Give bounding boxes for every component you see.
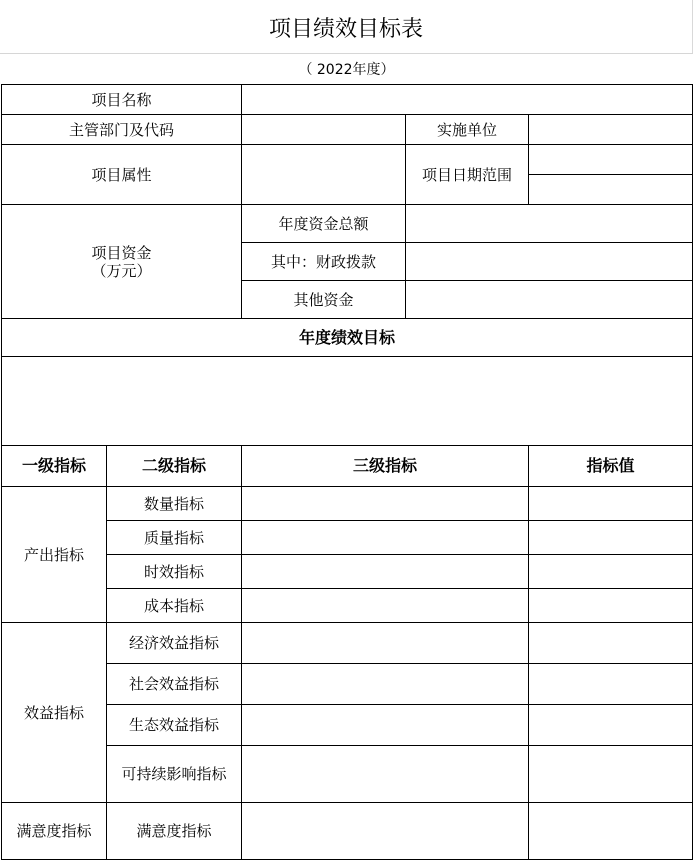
impl-unit-label: 实施单位 — [406, 115, 529, 145]
benefit-item-level3-cell[interactable] — [242, 623, 529, 664]
output-item-value-cell[interactable] — [529, 487, 693, 521]
benefit-item: 经济效益指标 — [107, 623, 242, 664]
header-level1: 一级指标 — [2, 446, 107, 487]
impl-unit-value[interactable] — [529, 115, 693, 145]
benefit-item: 可持续影响指标 — [107, 746, 242, 803]
dept-code-label: 主管部门及代码 — [2, 115, 242, 145]
header-level3: 三级指标 — [242, 446, 529, 487]
annual-goal-header: 年度绩效目标 — [2, 319, 693, 357]
date-range-label: 项目日期范围 — [406, 145, 529, 205]
output-item-value-cell[interactable] — [529, 521, 693, 555]
other-funds-label: 其他资金 — [242, 281, 406, 319]
output-item: 成本指标 — [107, 589, 242, 623]
benefit-item-value-cell[interactable] — [529, 746, 693, 803]
annual-total-label: 年度资金总额 — [242, 205, 406, 243]
project-funds-label-line1: 项目资金 — [91, 243, 152, 262]
benefit-item: 生态效益指标 — [107, 705, 242, 746]
output-item-level3-cell[interactable] — [242, 589, 529, 623]
fiscal-funds-label: 其中：财政拨款 — [242, 243, 406, 281]
benefit-item-value-cell[interactable] — [529, 623, 693, 664]
output-item-level3-cell[interactable] — [242, 487, 529, 521]
other-funds-value[interactable] — [406, 281, 693, 319]
date-range-start-value[interactable] — [529, 145, 693, 175]
output-item: 时效指标 — [107, 555, 242, 589]
benefit-item-value-cell[interactable] — [529, 705, 693, 746]
fiscal-funds-value[interactable] — [406, 243, 693, 281]
benefit-item-level3-cell[interactable] — [242, 705, 529, 746]
satisfaction-item: 满意度指标 — [107, 803, 242, 860]
output-item-value-cell[interactable] — [529, 589, 693, 623]
output-item: 质量指标 — [107, 521, 242, 555]
output-item-level3-cell[interactable] — [242, 521, 529, 555]
group-benefit: 效益指标 — [2, 623, 107, 803]
group-satisfaction: 满意度指标 — [2, 803, 107, 860]
benefit-item-value-cell[interactable] — [529, 664, 693, 705]
year-line: （ 2022年度） — [298, 62, 395, 78]
benefit-item-level3-cell[interactable] — [242, 746, 529, 803]
page-title: 项目绩效目标表 — [0, 0, 693, 54]
header-level2: 二级指标 — [107, 446, 242, 487]
satisfaction-item-level3-cell[interactable] — [242, 803, 529, 860]
project-attr-label: 项目属性 — [2, 145, 242, 205]
project-funds-label — [2, 205, 242, 319]
output-item: 数量指标 — [107, 487, 242, 521]
output-item-level3-cell[interactable] — [242, 555, 529, 589]
project-attr-value[interactable] — [242, 145, 406, 205]
annual-goal-content[interactable] — [2, 357, 693, 446]
header-value: 指标值 — [529, 446, 693, 487]
benefit-item: 社会效益指标 — [107, 664, 242, 705]
group-output: 产出指标 — [2, 487, 107, 623]
project-name-label: 项目名称 — [2, 85, 242, 115]
date-range-end-value[interactable] — [529, 175, 693, 205]
annual-total-value[interactable] — [406, 205, 693, 243]
satisfaction-item-value-cell[interactable] — [529, 803, 693, 860]
benefit-item-level3-cell[interactable] — [242, 664, 529, 705]
dept-code-value[interactable] — [242, 115, 406, 145]
output-item-value-cell[interactable] — [529, 555, 693, 589]
project-name-value[interactable] — [242, 85, 693, 115]
project-funds-label-line2: （万元） — [91, 261, 152, 280]
form-table — [1, 84, 693, 860]
